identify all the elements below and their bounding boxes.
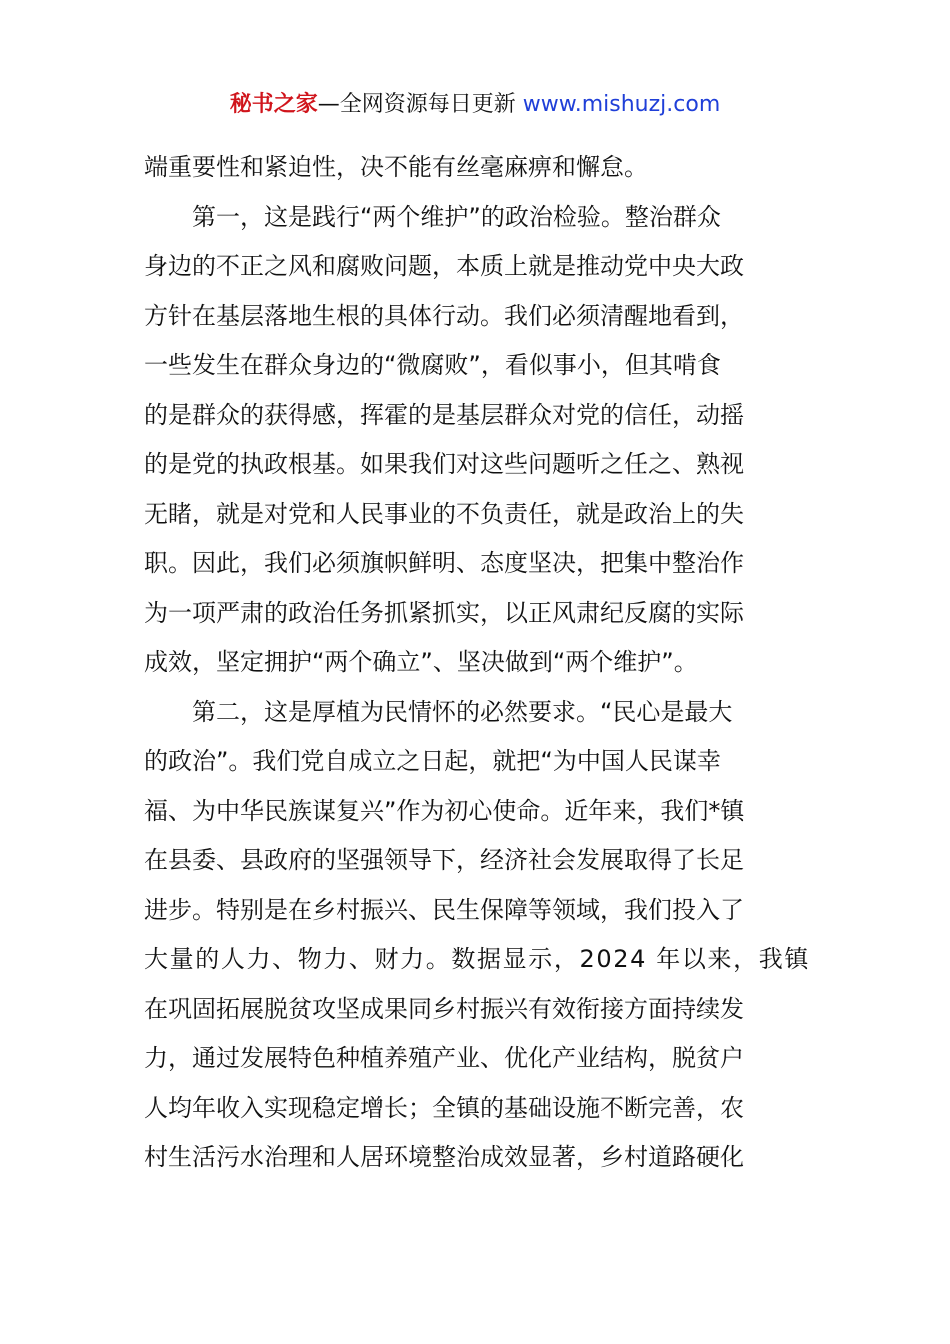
text-line: 在巩固拓展脱贫攻坚成果同乡村振兴有效衔接方面持续发 [144,994,744,1023]
text-line: 第二，这是厚植为民情怀的必然要求。“民心是最大 [192,697,733,726]
document-body [144,143,810,1183]
text-line: 力，通过发展特色种植养殖产业、优化产业结构，脱贫户 [144,1044,744,1072]
text-line: 为一项严肃的政治任务抓紧抓实，以正风肃纪反腐的实际 [144,598,744,627]
text-line: 村生活污水治理和人居环境整治成效显著，乡村道路硬化 [144,1143,744,1171]
text-line: 成效，坚定拥护“两个确立”、坚决做到“两个维护”。 [144,648,698,676]
text-line: 职。因此，我们必须旗帜鲜明、态度坚决，把集中整治作 [144,549,744,577]
text-line: 的是群众的获得感，挥霍的是基层群众对党的信任，动摇 [144,400,744,429]
text-line: 福、为中华民族谋复兴”作为初心使命。近年来，我们*镇 [144,796,745,825]
text-line: 在县委、县政府的坚强领导下，经济社会发展取得了长足 [144,846,744,874]
header-tagline: —全网资源每日更新 [317,92,523,117]
text-line: 人均年收入实现稳定增长；全镇的基础设施不断完善，农 [144,1093,744,1122]
text-line: 大量的人力、物力、财力。数据显示，2024 年以来，我镇 [144,945,810,973]
text-line: 无睹，就是对党和人民事业的不负责任，就是政治上的失 [144,499,744,528]
header-brand: 秘书之家 [229,92,318,117]
header-url-link[interactable]: www.mishuzj.com [522,92,721,117]
text-line: 一些发生在群众身边的“微腐败”，看似事小，但其啃食 [144,351,721,379]
text-line: 的是党的执政根基。如果我们对这些问题听之任之、熟视 [144,450,744,478]
text-line: 方针在基层落地生根的具体行动。我们必须清醒地看到， [144,301,744,330]
page-header [0,88,950,122]
text-line: 身边的不正之风和腐败问题，本质上就是推动党中央大政 [144,252,744,280]
text-line: 端重要性和紧迫性，决不能有丝毫麻痹和懈怠。 [144,153,648,181]
text-line: 进步。特别是在乡村振兴、民生保障等领域，我们投入了 [144,895,744,924]
text-line: 的政治”。我们党自成立之日起，就把“为中国人民谋幸 [144,747,721,775]
text-line: 第一，这是践行“两个维护”的政治检验。整治群众 [192,202,721,231]
